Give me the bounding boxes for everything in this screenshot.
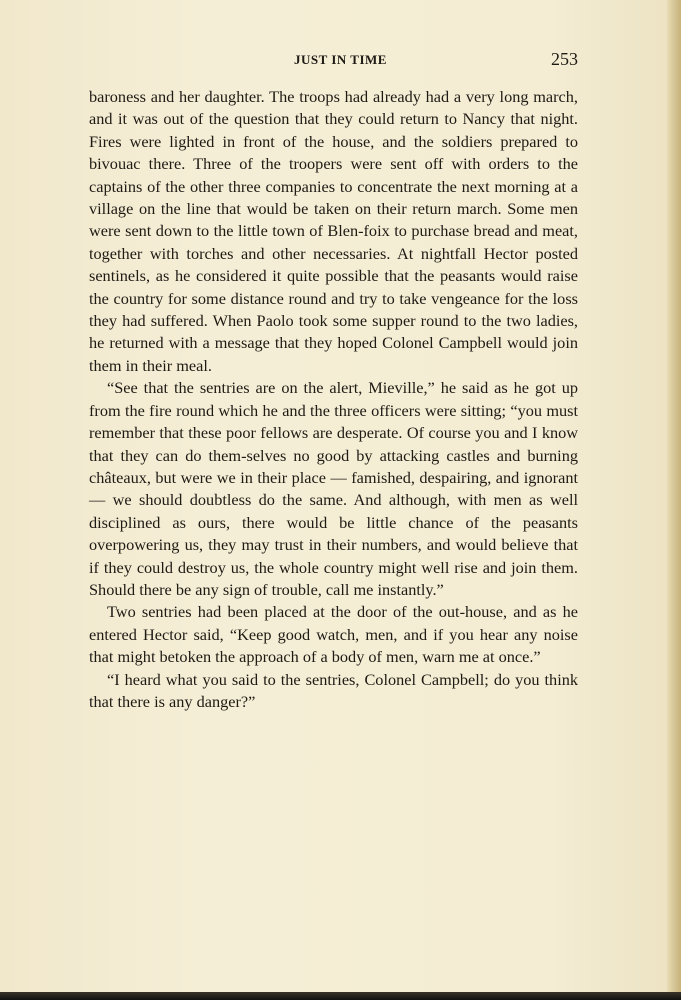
scan-bottom-edge [0,992,681,1000]
running-title: JUST IN TIME [294,52,387,67]
paragraph-2: “See that the sentries are on the alert, Mieville,” he said as he got up from the fire round which he and the three officers were sitting; “you must remember that these poor fellows are desperate. Of course you and I know that they can do them-selves no good by attacking castles and burning châteaux, but were we in their place — famished, despairing, and ignorant — we should doubtless do the same. And although, with men as well disciplined as ours, there would be little chance of the peasants overpowering us, they may trust in their numbers, and would believe that if they could destroy us, the whole country might well rise and join them. Should there be any sign of trouble, call me instantly.” [89,378,578,599]
page-edge-shadow [667,0,681,1000]
paragraph-3: Two sentries had been placed at the door of the out-house, and as he entered Hector said, “Keep good watch, men, and if you hear any noise that might betoken the approach of a body of men, warn me at once.” [89,602,578,667]
paragraph-4: “I heard what you said to the sentries, Colonel Campbell; do you think that there is any danger?” [89,669,578,711]
body-text [89,86,578,713]
paragraph-1: baroness and her daughter. The troops had already had a very long march, and it was out of the question that they could return to Nancy that night. Fires were lighted in front of the house, and the soldiers prepared to bivouac there. Three of the troopers were sent off with orders to the captains of the other three companies to concentrate the next morning at a village on the line that would be taken on their return march. Some men were sent down to the little town of Blen-foix to purchase bread and meat, together with torches and other necessaries. At nightfall Hector posted sentinels, as he considered it quite possible that the peasants would raise the country for some distance round and try to take vengeance for the loss they had suffered. When Paolo took some supper round to the two ladies, he returned with a message that they hoped Colonel Campbell would join them in their meal. [89,87,578,375]
running-header [0,49,681,72]
page-number: 253 [551,49,578,69]
